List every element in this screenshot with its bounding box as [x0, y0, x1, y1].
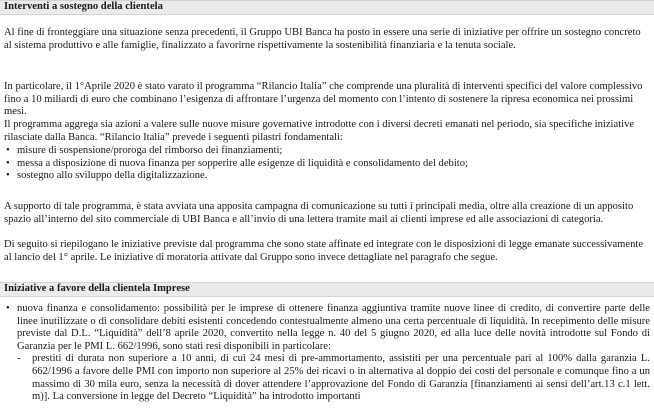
bullet-icon: •: [6, 303, 10, 314]
bullet-icon: •: [6, 145, 10, 156]
intro-paragraph: Al fine di fronteggiare una situazione senza precedenti, il Gruppo UBI Banca ha posto in essere una serie di iniziative per offrire un sostegno concreto al sistema produttivo e alle famiglie, finalizzato a favorirne rispettivamente la sostenibilità finanziaria e la tenuta sociale.: [4, 27, 641, 51]
section-title-imprese: Iniziative a favore della clientela Imprese: [4, 283, 190, 294]
list-item-text: nuova finanza e consolidamento: possibilità per le imprese di ottenere finanza aggiuntiva tramite nuove linee di credito, di convertire parte delle linee inutilizzate o di consolidare debiti esistenti concedendo contestualmente almeno una certa percentuale di liquidità. In recepimento delle misure previste dal D.L. “Liquidità” dell’8 aprile 2020, convertito nella legge n. 40 del 5 giugno 2020, ed alla luce delle novità introdotte sul Fondo di Garanzia per le PMI L. 662/1996, sono stati resi disponibili in particolare:: [17, 303, 650, 352]
sub-list-item-text: prestiti di durata non superiore a 10 anni, di cui 24 mesi di pre-ammortamento, assistiti per una percentuale pari al 100% dalla garanzia L. 662/1996 a favore delle PMI con importo non superiore al 25% dei ricavi o in alternativa al doppio dei costi del personale e comunque fino a un massimo di 30 mila euro, senza la necessità di dover attendere l’approvazione del Fondo di Garanzia [finanziamenti ai sensi dell’art.13 c.1 lett. m)]. La conversione in legge del Decreto “Liquidità” ha introdotto importanti: [32, 353, 650, 403]
paragraph-programma: Il programma aggrega sia azioni a valere sulle nuove misure governative introdotte con i diversi decreti emanati nel periodo, sia specifiche iniziative rilasciate dalla Banca. “Rilancio Italia” prevede i seguenti pilastri fondamentali:: [4, 119, 635, 143]
list-item-text: misure di sospensione/proroga del rimborso dei finanziamenti;: [17, 145, 283, 156]
list-item: [4, 170, 650, 183]
dash-icon: -: [17, 353, 21, 365]
bullet-icon: •: [6, 157, 10, 169]
paragraph-campagna: A supporto di tale programma, è stata avviata una apposita campagna di comunicazione su tutti i principali media, oltre alla creazione di un apposito spazio all’interno del sito commerciale di UBI Banca e all’invio di una lettera tramite mail ai clienti imprese ed alle associazioni di categoria.: [4, 201, 634, 225]
paragraph-riepilogo: Di seguito si riepilogano le iniziative previste dal programma che sono state affinate ed integrate con le disposizioni di legge emanate successivamente al lancio del 1° aprile. Le iniziative di moratoria attivate dal Gruppo sono invece dettagliate nel paragrafo che segue.: [4, 239, 644, 263]
paragraph-rilancio-italia: In particolare, il 1°Aprile 2020 è stato varato il programma “Rilancio Italia” che comprende una pluralità di interventi specifici del valore complessivo fino a 10 miliardi di euro che combinano l’esigenza di affrontare l’urgenza del momento con l’intento di sostenere la ripresa economica nei prossimi mesi.: [4, 81, 643, 118]
list-item-nuova-finanza: [4, 303, 650, 404]
sub-list-item: [17, 353, 650, 403]
list-item: [4, 145, 650, 158]
list-item-text: messa a disposizione di nuova finanza per sopperire alle esigenze di liquidità e consolidamento del debito;: [17, 157, 468, 169]
section-title-interventi: Interventi a sostegno della clientela: [4, 1, 163, 12]
list-item: [4, 158, 650, 171]
bullet-icon: •: [6, 170, 10, 182]
list-item-text: sostegno allo sviluppo della digitalizzazione.: [17, 170, 208, 182]
pillars-list: [4, 145, 650, 183]
